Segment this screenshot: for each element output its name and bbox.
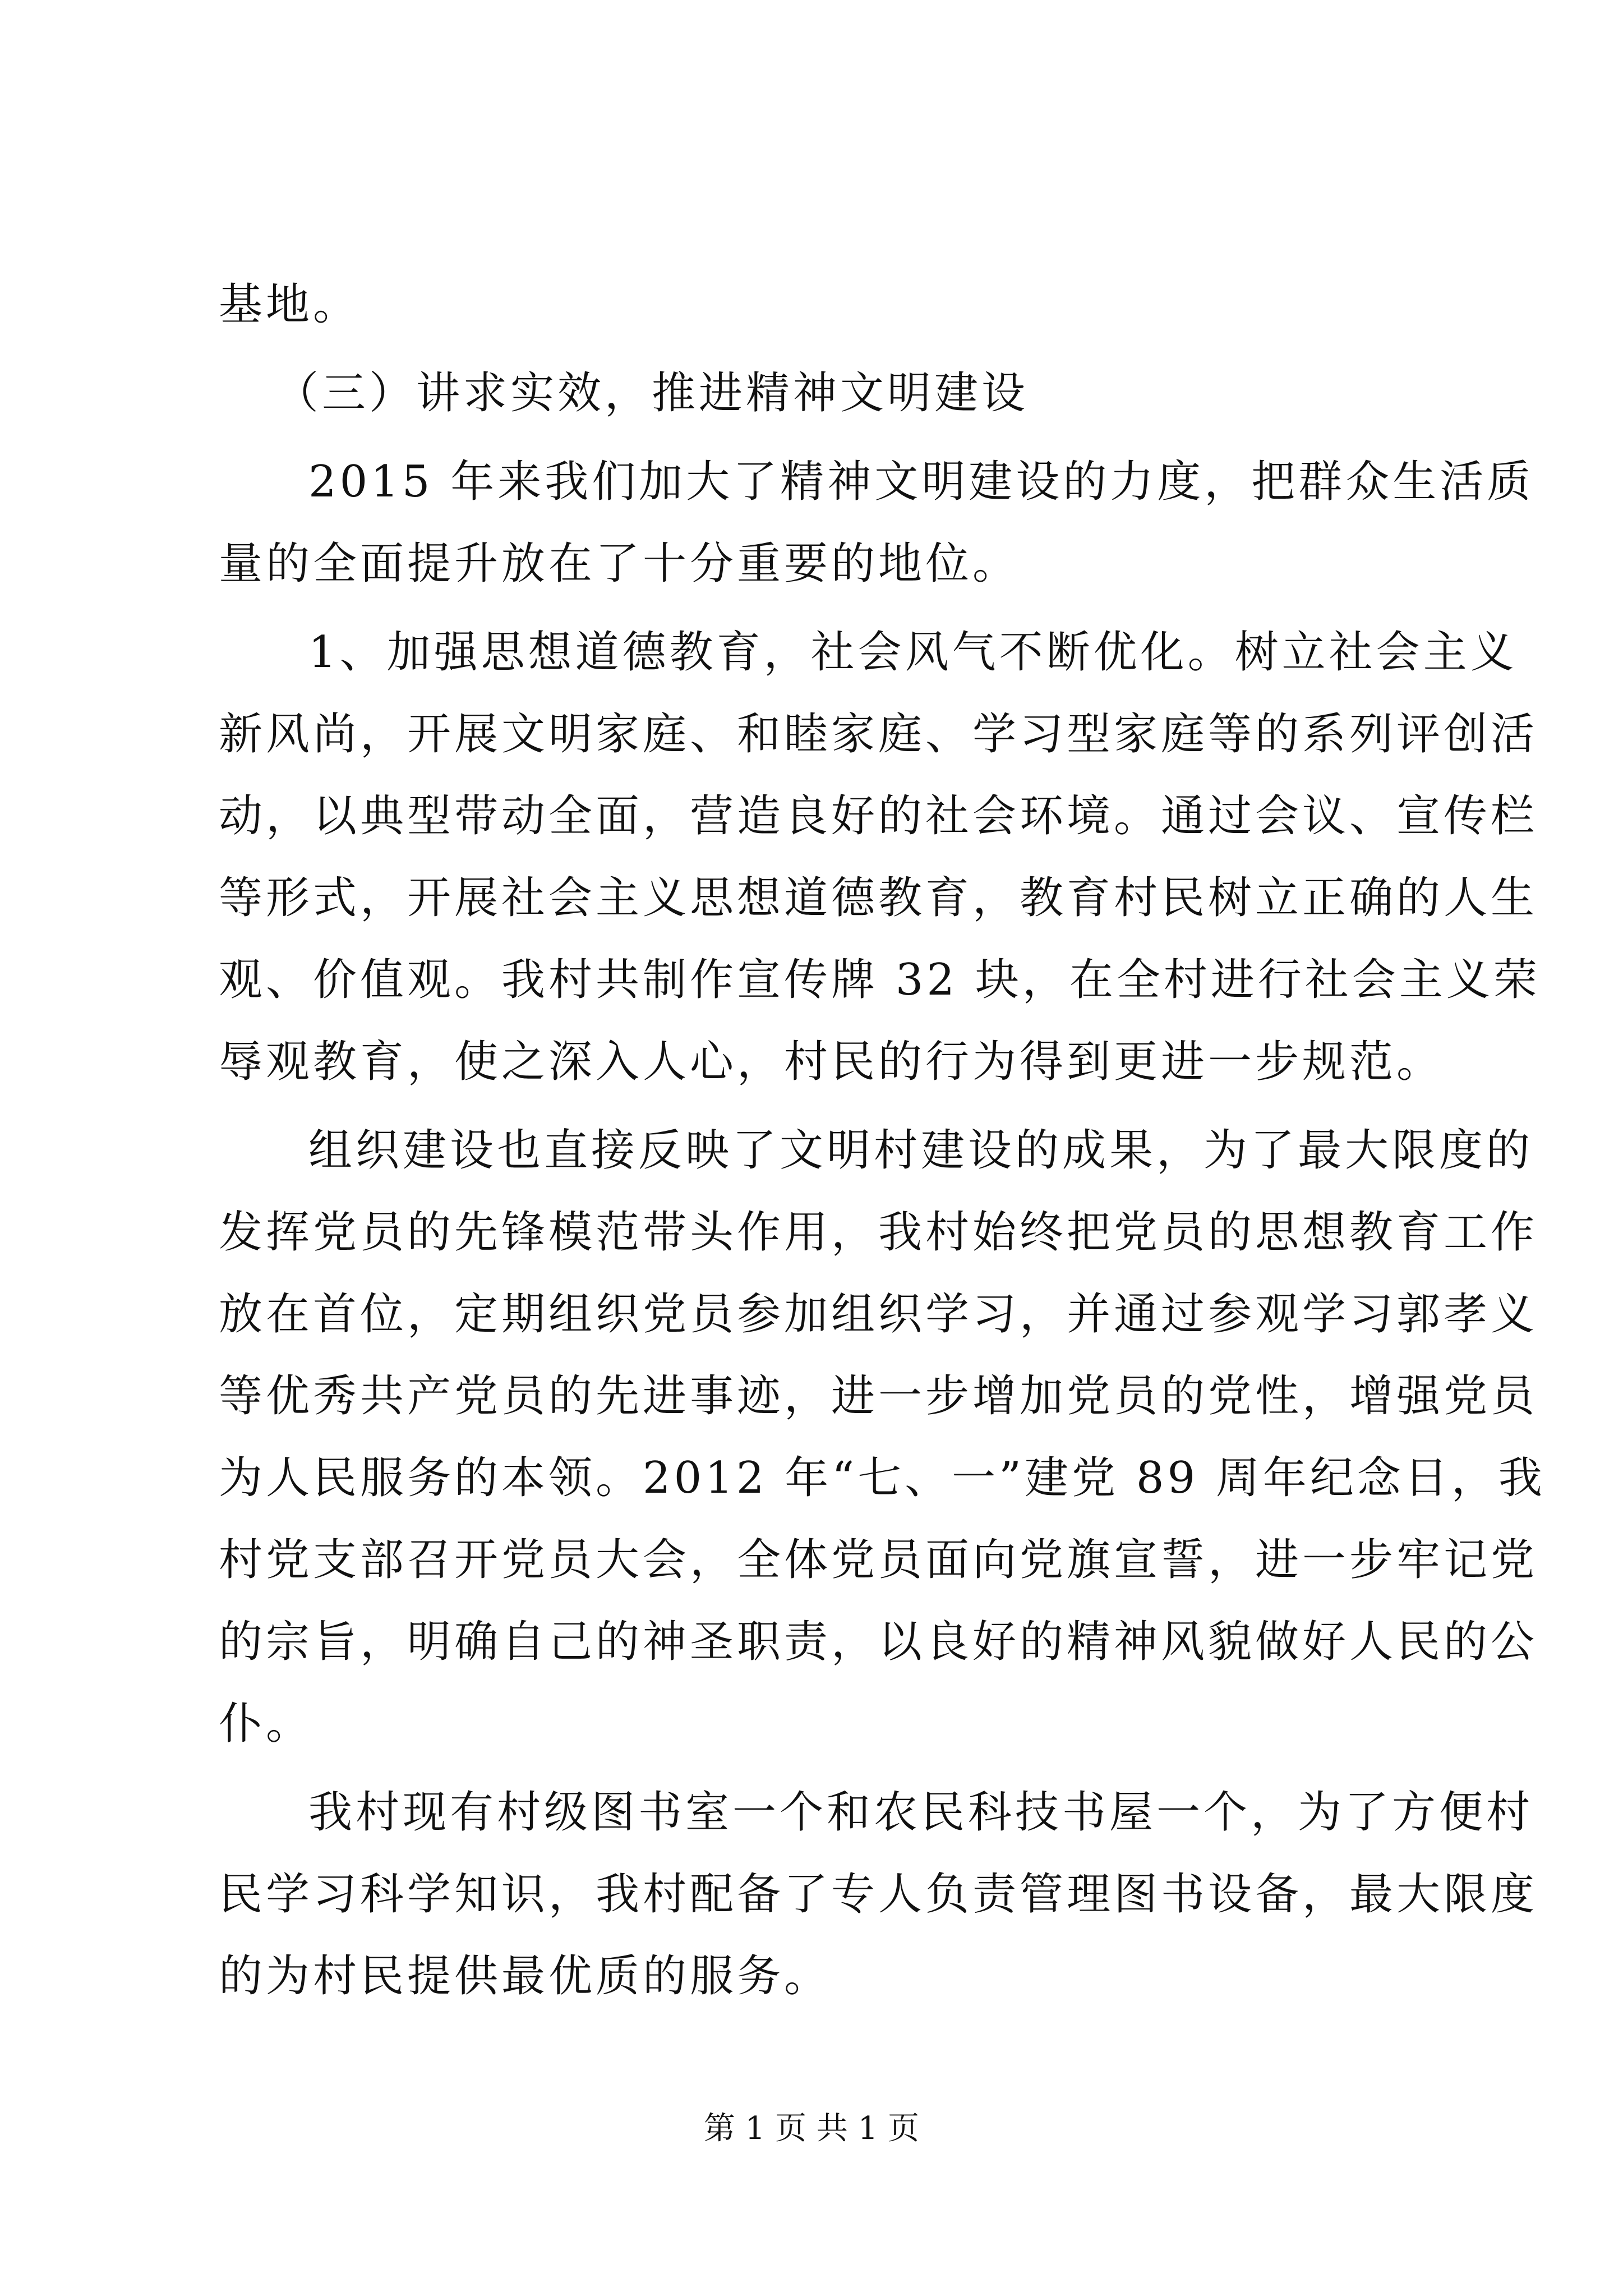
text-line: 民学习科学知识，我村配备了专人负责管理图书设备，最大限度 <box>219 1869 1538 1920</box>
paragraph <box>219 1772 1538 2017</box>
text-line: 基地。 <box>219 279 361 330</box>
section-heading <box>219 352 1413 434</box>
text-line: 发挥党员的先锋模范带头作用，我村始终把党员的思想教育工作 <box>219 1207 1538 1258</box>
heading-line: （三）讲求实效，推进精神文明建设 <box>275 368 1029 418</box>
text-line: 的宗旨，明确自己的神圣职责，以良好的精神风貌做好人民的公 <box>219 1617 1538 1667</box>
text-line: 动，以典型带动全面，营造良好的社会环境。通过会议、宣传栏 <box>219 791 1538 841</box>
paragraph <box>219 611 1541 1103</box>
text-line: 我村现有村级图书室一个和农民科技书屋一个，为了方便村 <box>308 1787 1534 1838</box>
text-line: 2015 年来我们加大了精神文明建设的力度，把群众生活质 <box>308 457 1534 507</box>
page-footer: 第 1 页 共 1 页 <box>703 2110 920 2147</box>
text-line: 观、价值观。我村共制作宣传牌 32 块，在全村进行社会主义荣 <box>219 955 1541 1005</box>
text-line: 的为村民提供最优质的服务。 <box>219 1951 832 2001</box>
text-line: 量的全面提升放在了十分重要的地位。 <box>219 539 1020 589</box>
document-body <box>219 264 1546 2024</box>
text-line: 等形式，开展社会主义思想道德教育，教育村民树立正确的人生 <box>219 873 1538 923</box>
text-line: 组织建设也直接反映了文明村建设的成果，为了最大限度的 <box>308 1125 1534 1176</box>
text-line: 村党支部召开党员大会，全体党员面向党旗宣誓，进一步牢记党 <box>219 1535 1538 1585</box>
text-line: 放在首位，定期组织党员参加组织学习，并通过参观学习郭孝义 <box>219 1289 1538 1340</box>
paragraph <box>219 1110 1546 1765</box>
text-line: 为人民服务的本领。2012 年“七、一”建党 89 周年纪念日，我 <box>219 1453 1546 1503</box>
paragraph <box>219 441 1534 605</box>
text-line: 辱观教育，使之深入人心，村民的行为得到更进一步规范。 <box>219 1037 1444 1087</box>
paragraph-continuation <box>219 264 1413 346</box>
text-line: 1、加强思想道德教育，社会风气不断优化。树立社会主义 <box>308 627 1518 678</box>
text-line: 新风尚，开展文明家庭、和睦家庭、学习型家庭等的系列评创活 <box>219 709 1538 760</box>
text-line: 仆。 <box>219 1699 313 1749</box>
text-line: 等优秀共产党员的先进事迹，进一步增加党员的党性，增强党员 <box>219 1371 1538 1421</box>
